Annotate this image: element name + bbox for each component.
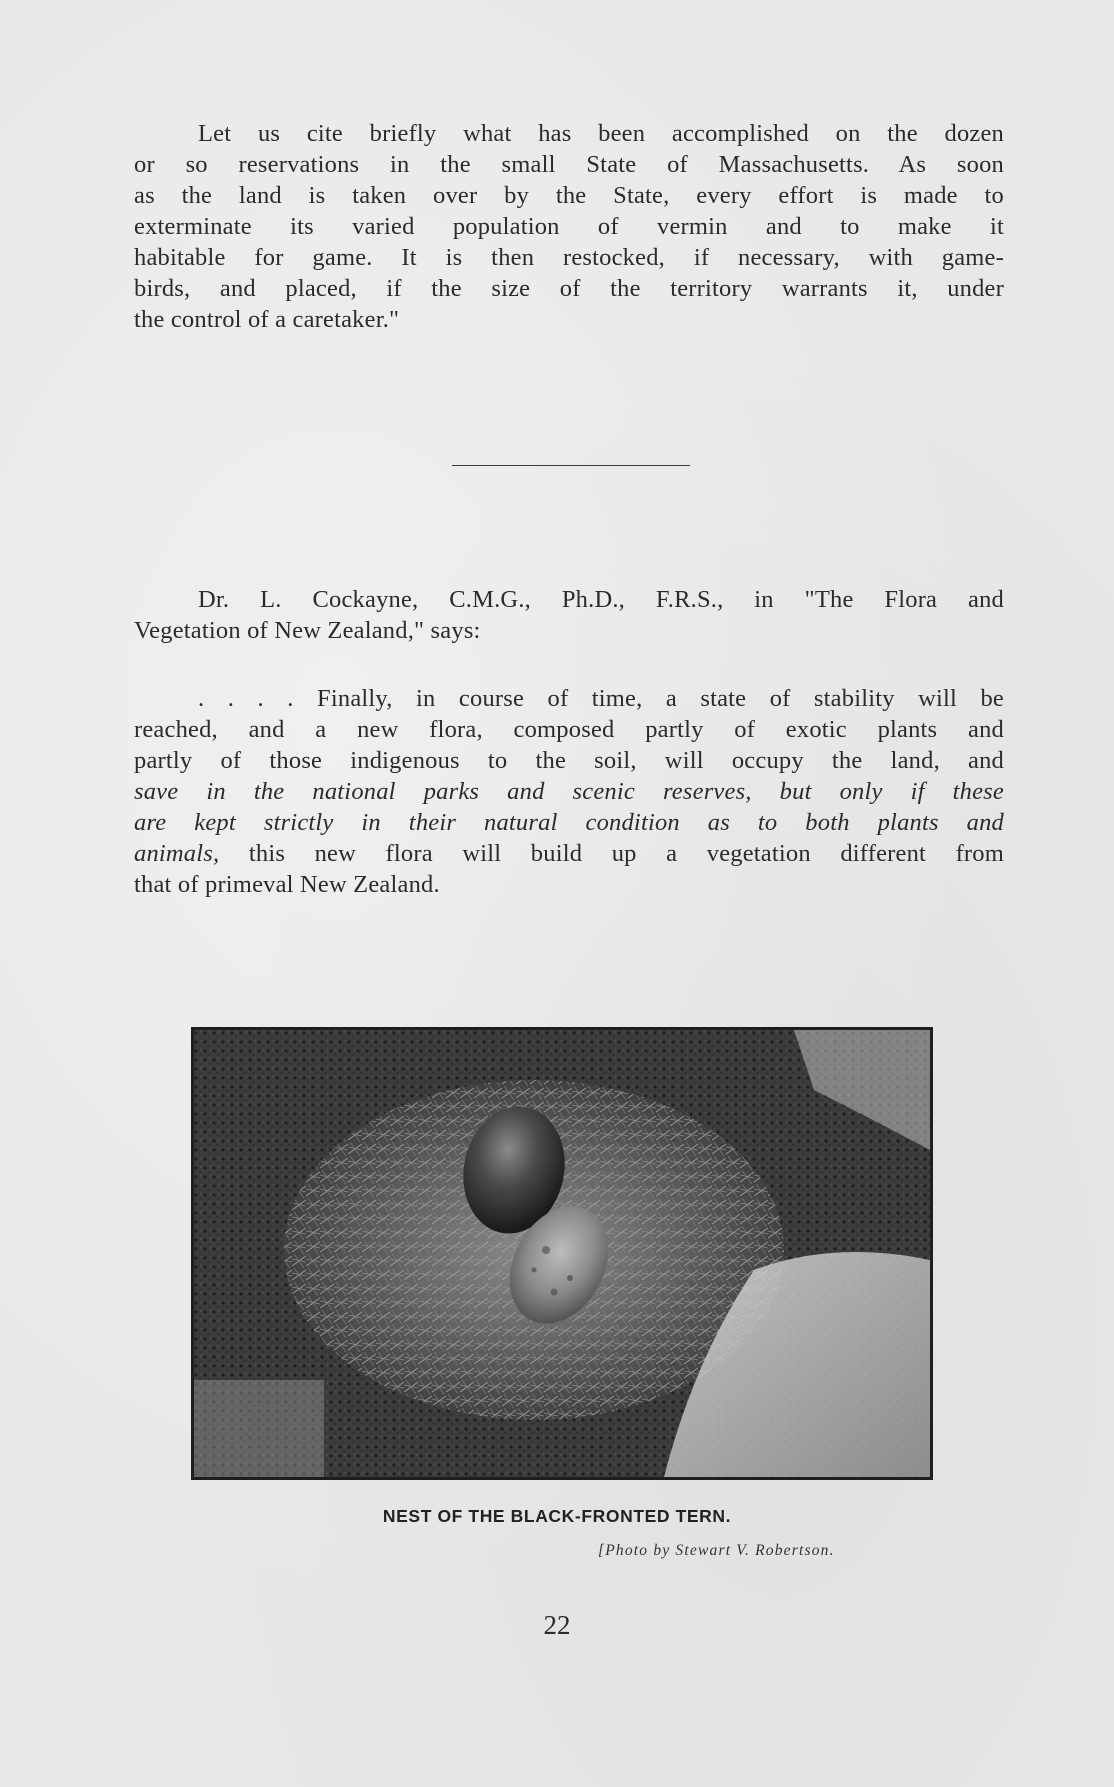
nest-photograph: [191, 1027, 933, 1480]
figure-caption: NEST OF THE BLACK-FRONTED TERN.: [382, 1506, 732, 1526]
photo-image: [194, 1030, 930, 1477]
text-line: as the land is taken over by the State, every effort is made to: [134, 182, 1004, 209]
text-line: Dr. L. Cockayne, C.M.G., Ph.D., F.R.S., in "The Flora and: [198, 586, 1004, 613]
section-divider: [452, 465, 690, 466]
text-line: partly of those indigenous to the soil, will occupy the land, and: [134, 747, 1004, 774]
text-line: Vegetation of New Zealand," says:: [134, 617, 481, 644]
text-line: that of primeval New Zealand.: [134, 871, 440, 898]
page-number: 22: [543, 1610, 571, 1640]
text-line-italic: are kept strictly in their natural condition as to both plants and: [134, 809, 1004, 836]
text-line-italic: save in the national parks and scenic reserves, but only if these: [134, 778, 1004, 805]
text-line: the control of a caretaker.": [134, 306, 400, 333]
text-line: birds, and placed, if the size of the territory warrants it, under: [134, 275, 1004, 302]
text-fragment: this new flora will build up a vegetation different from: [219, 840, 1004, 867]
text-line-mixed: [134, 838, 1004, 869]
text-line: . . . . Finally, in course of time, a state of stability will be: [198, 685, 1004, 712]
text-line: reached, and a new flora, composed partly of exotic plants and: [134, 716, 1004, 743]
photo-credit: [Photo by Stewart V. Robertson.: [598, 1542, 835, 1559]
text-line: or so reservations in the small State of Massachusetts. As soon: [134, 151, 1004, 178]
text-line: exterminate its varied population of vermin and to make it: [134, 213, 1004, 240]
italic-fragment: animals,: [134, 840, 220, 867]
paragraph-cockayne-intro: [134, 584, 1004, 646]
paragraph-massachusetts: [134, 118, 1004, 335]
paragraph-quotation: [134, 683, 1004, 900]
text-line: habitable for game. It is then restocked, if necessary, with game-: [134, 244, 1004, 271]
text-line: Let us cite briefly what has been accomplished on the dozen: [198, 120, 1004, 147]
